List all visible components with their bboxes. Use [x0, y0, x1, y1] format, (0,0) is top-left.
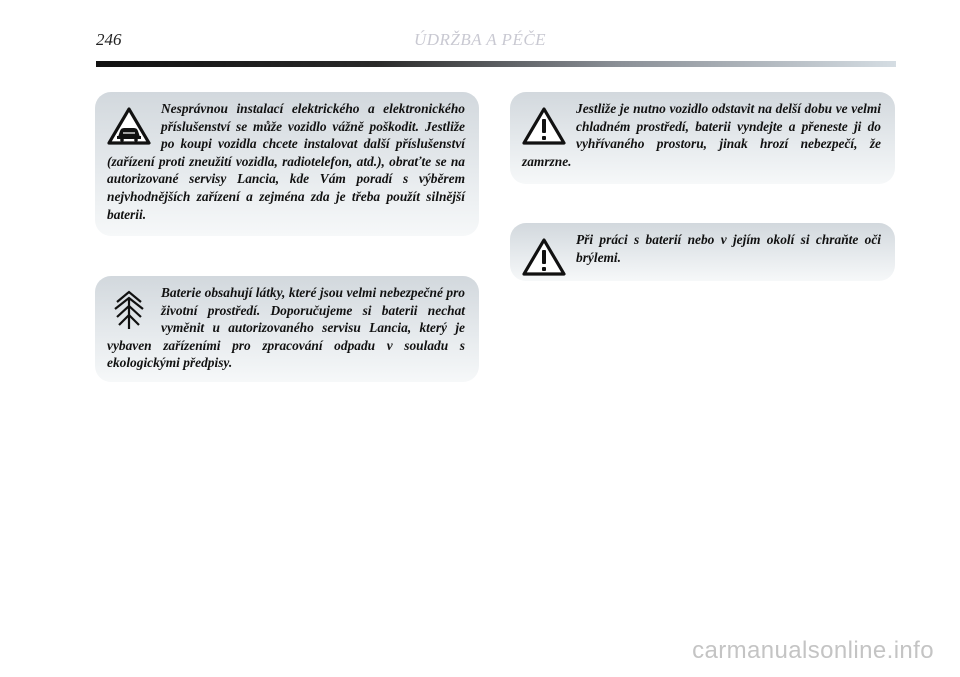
warning-triangle-icon [522, 106, 566, 146]
note-eye-protection [510, 223, 895, 281]
note-text: Jestliže je nutno vozidlo odstavit na delší dobu ve velmi chladném prostředí, baterii vyndejte a přeneste ji do vyhřívaného prostoru, jinak hrozí nebezpečí, že zamrzne. [522, 101, 881, 169]
page-title: ÚDRŽBA A PÉČE [413, 30, 547, 49]
note-text: Nesprávnou instalací elektrického a elektronického příslušenství se může vozidlo vážně poškodit. Jestliže po koupi vozidla chcete instalovat další příslušenství (zařízení proti zneužití vozidla, radiotelefon, atd.), obraťte se na autorizované servisy Lancia, kde Vám poradí s výběrem nejvhodnějších zařízení a zejména zda je třeba použít silnější baterii. [107, 101, 465, 222]
watermark: carmanualsonline.info [692, 637, 934, 664]
page-number: 246 [96, 30, 122, 49]
note-environment [95, 276, 479, 382]
note-text: Baterie obsahují látky, které jsou velmi nebezpečné pro životní prostředí. Doporučujeme si baterii nechat vyměnit u autorizovaného servisu Lancia, který je vybaven zařízeními pro zpracování odpadu v souladu s ekologickými předpisy. [107, 285, 465, 371]
note-text: Při práci s baterií nebo v jejím okolí si chraňte oči brýlemi. [576, 232, 881, 265]
environment-tree-icon [107, 290, 151, 330]
header-rule [96, 61, 896, 67]
warning-triangle-icon [522, 237, 566, 277]
note-cold-storage [510, 92, 895, 184]
note-electrical-accessories [95, 92, 479, 236]
car-warning-icon [107, 106, 151, 146]
